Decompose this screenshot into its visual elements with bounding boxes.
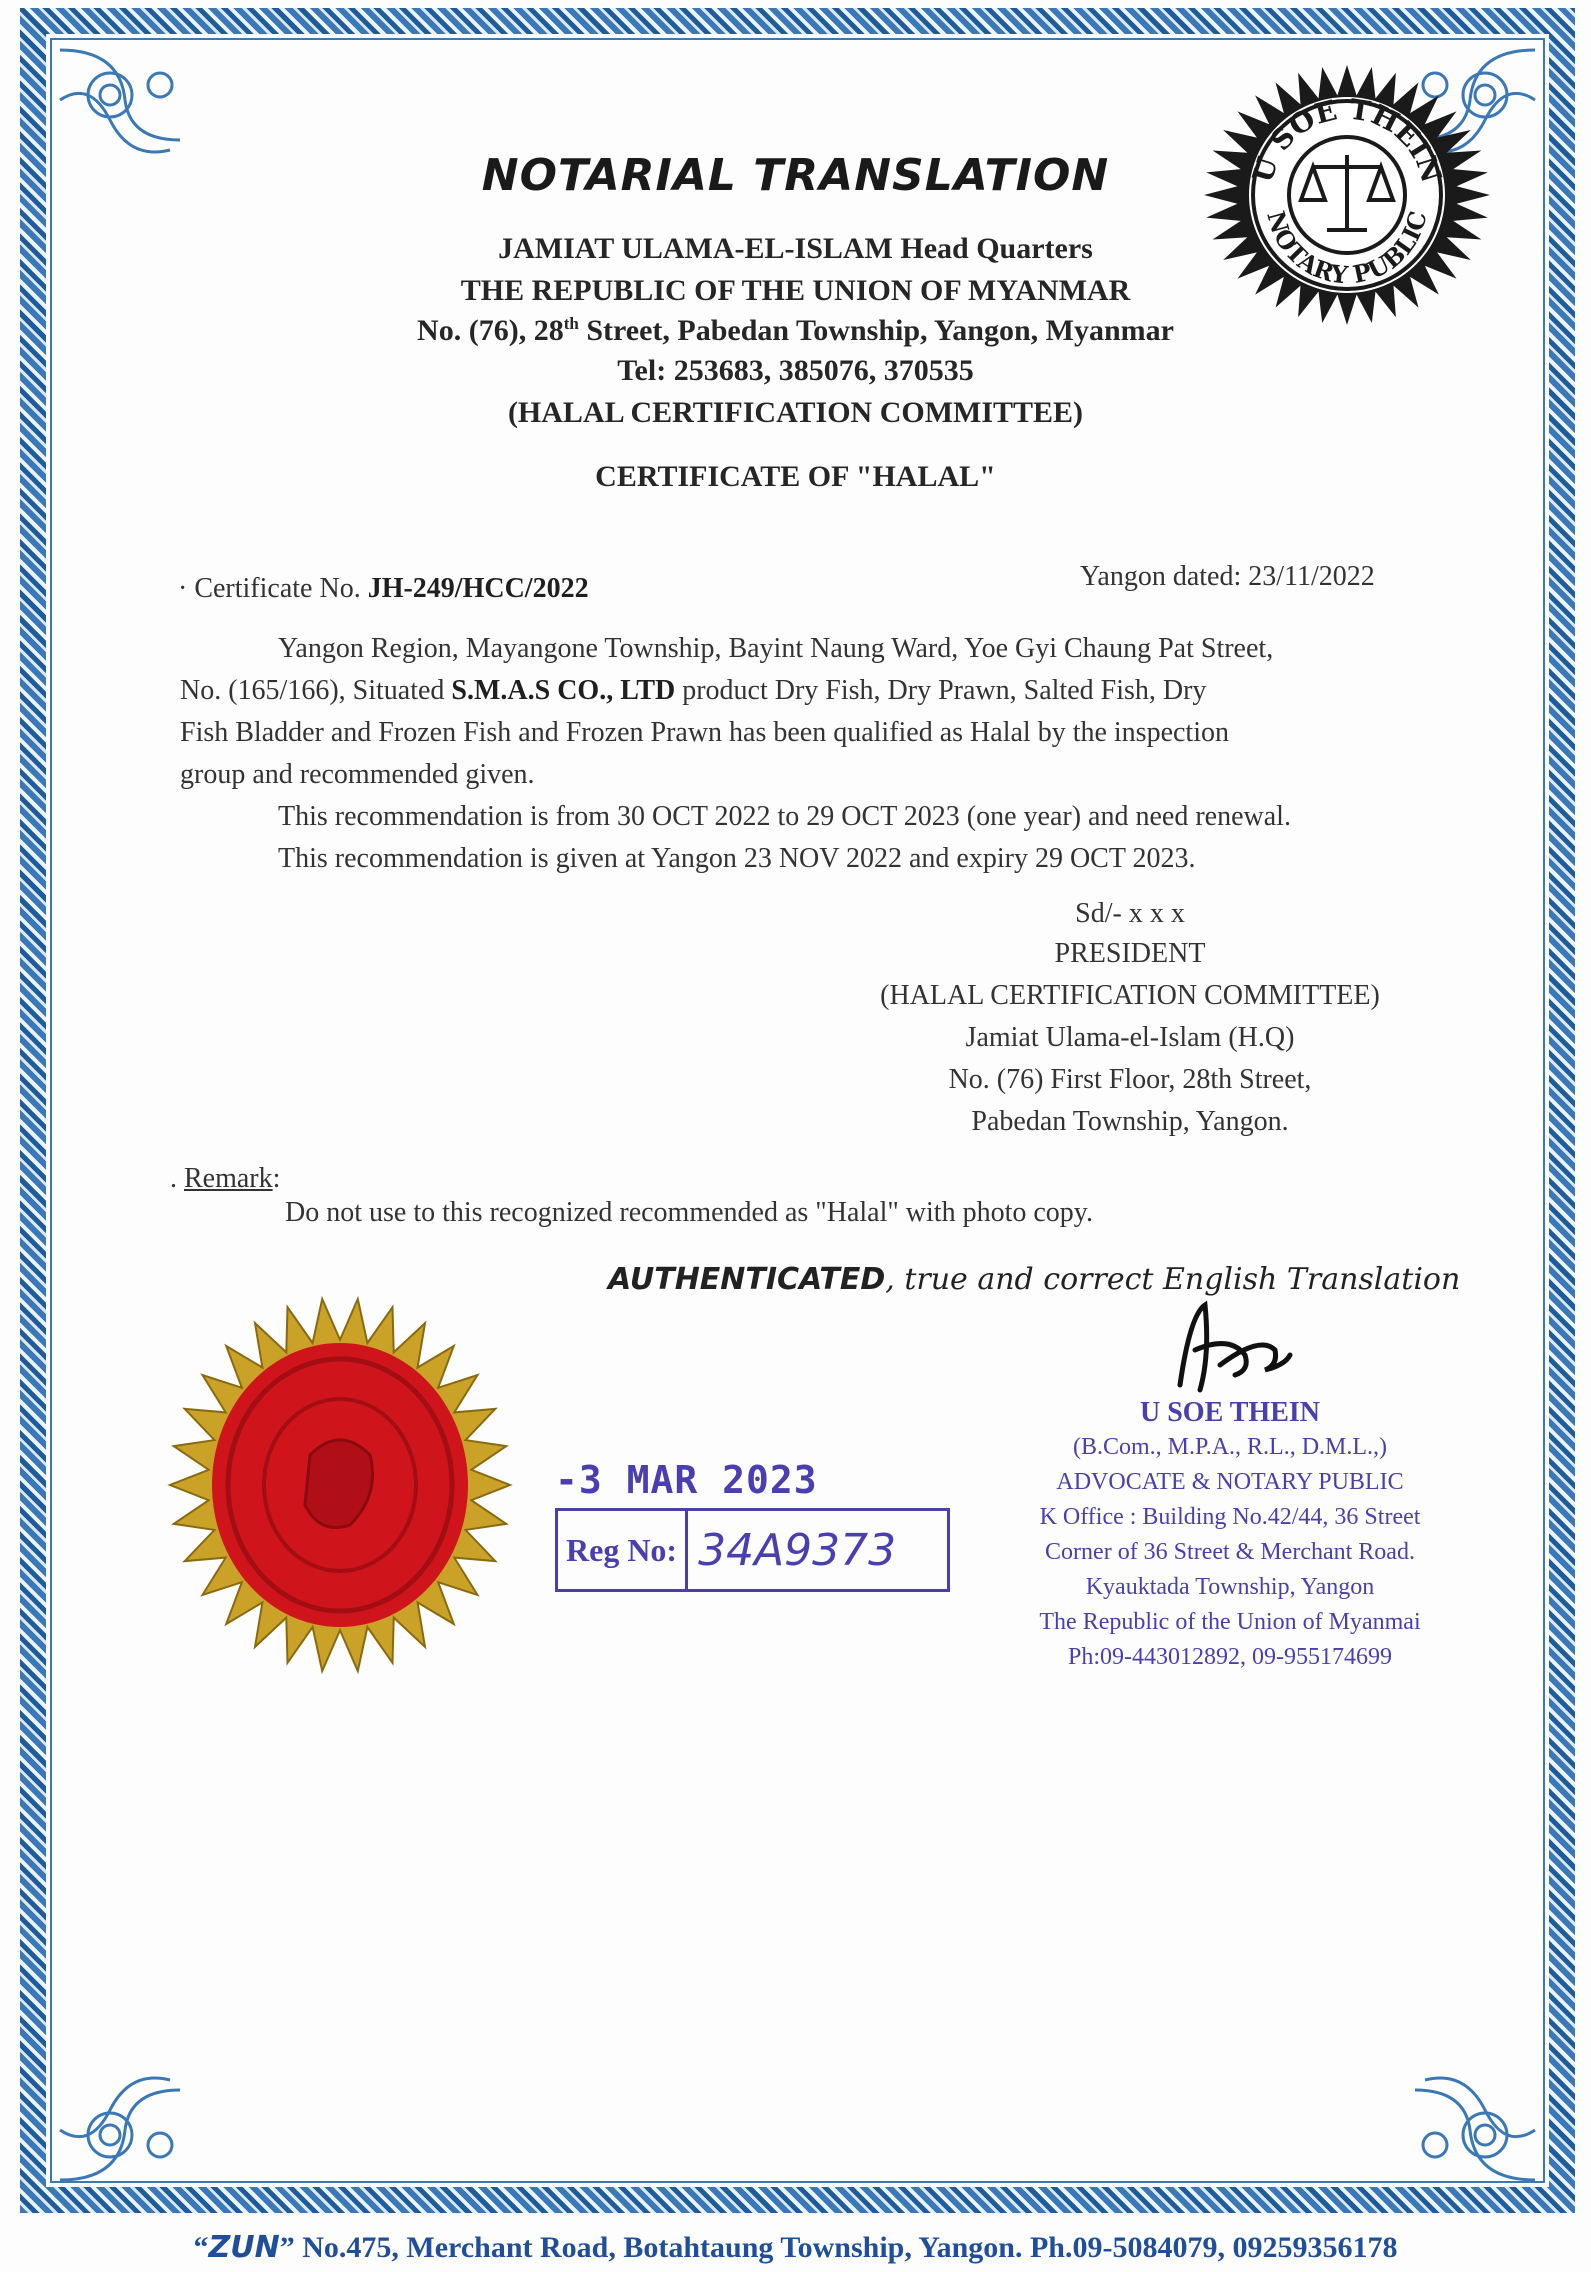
notary-corner: Corner of 36 Street & Merchant Road.	[1045, 1539, 1415, 1565]
header-line-committee: (HALAL CERTIFICATION COMMITTEE)	[507, 396, 1084, 429]
reg-label: Reg No:	[558, 1511, 688, 1589]
body-line: Yangon Region, Mayangone Township, Bayint Naung Ward, Yoe Gyi Chaung Pat Street,	[278, 633, 1274, 664]
certificate-date: Yangon dated: 23/11/2022	[1080, 561, 1375, 592]
notary-phone: Ph:09-443012892, 09-955174699	[1068, 1644, 1392, 1670]
remark-text: Do not use to this recognized recommended as "Halal" with photo copy.	[285, 1197, 1093, 1228]
header-line-org: JAMIAT ULAMA-EL-ISLAM Head Quarters	[498, 232, 1093, 265]
body-line: Fish Bladder and Frozen Fish and Frozen Prawn has been qualified as Halal by the inspection	[180, 717, 1229, 748]
corner-ornament-icon	[1395, 2040, 1545, 2190]
body-line: No. (165/166), Situated S.M.A.S CO., LTD product Dry Fish, Dry Prawn, Salted Fish, Dry	[180, 675, 1207, 706]
notary-qualifications: (B.Com., M.P.A., R.L., D.M.L.,)	[1072, 1434, 1388, 1460]
authentication-line: AUTHENTICATED, true and correct English Translation	[608, 1262, 1461, 1297]
signatory-address-1: No. (76) First Floor, 28th Street,	[948, 1064, 1312, 1095]
notary-township: Kyauktada Township, Yangon	[1085, 1574, 1375, 1600]
registration-stamp	[555, 1508, 950, 1592]
red-wax-seal	[165, 1290, 515, 1680]
notary-title: ADVOCATE & NOTARY PUBLIC	[1056, 1469, 1404, 1495]
certificate-heading: CERTIFICATE OF "HALAL"	[595, 460, 996, 493]
header-line-address: No. (76), 28th Street, Pabedan Township, Yangon, Myanmar	[417, 314, 1174, 347]
signatory-org: Jamiat Ulama-el-Islam (H.Q)	[965, 1022, 1295, 1053]
notary-stamp	[1000, 1395, 1460, 1675]
seal-text-top: U SOE THEIN	[1245, 92, 1449, 187]
header-line-tel: Tel: 253683, 385076, 370535	[617, 354, 974, 387]
body-line: This recommendation is given at Yangon 23 NOV 2022 and expiry 29 OCT 2023.	[278, 843, 1196, 874]
corner-ornament-icon	[50, 2040, 200, 2190]
body-line: This recommendation is from 30 OCT 2022 to 29 OCT 2023 (one year) and need renewal.	[278, 801, 1291, 832]
date-stamp: -3 MAR 2023	[555, 1458, 818, 1502]
header-line-country: THE REPUBLIC OF THE UNION OF MYANMAR	[460, 274, 1131, 307]
handwritten-signature	[1150, 1295, 1300, 1405]
body-line: group and recommended given.	[180, 759, 535, 790]
certificate-number: · Certificate No. JH-249/HCC/2022	[178, 573, 589, 604]
notary-name: U SOE THEIN	[1140, 1397, 1320, 1428]
remark-label: . Remark:	[170, 1163, 281, 1194]
signatory-address-2: Pabedan Township, Yangon.	[971, 1106, 1289, 1137]
seal-text-bottom: NOTARY PUBLIC	[1261, 207, 1433, 290]
page-title: NOTARIAL TRANSLATION	[481, 150, 1110, 201]
footer-address: “ZUN” No.475, Merchant Road, Botahtaung Township, Yangon. Ph.09-5084079, 09259356178	[193, 2230, 1398, 2265]
notary-office: K Office : Building No.42/44, 36 Street	[1039, 1504, 1421, 1530]
notary-country: The Republic of the Union of Myanmai	[1039, 1609, 1421, 1635]
signatory-role: PRESIDENT	[1054, 938, 1206, 969]
signature-sd: Sd/- x x x	[1075, 898, 1185, 929]
signatory-committee: (HALAL CERTIFICATION COMMITTEE)	[880, 980, 1380, 1011]
reg-number: 34A9373	[698, 1524, 897, 1576]
